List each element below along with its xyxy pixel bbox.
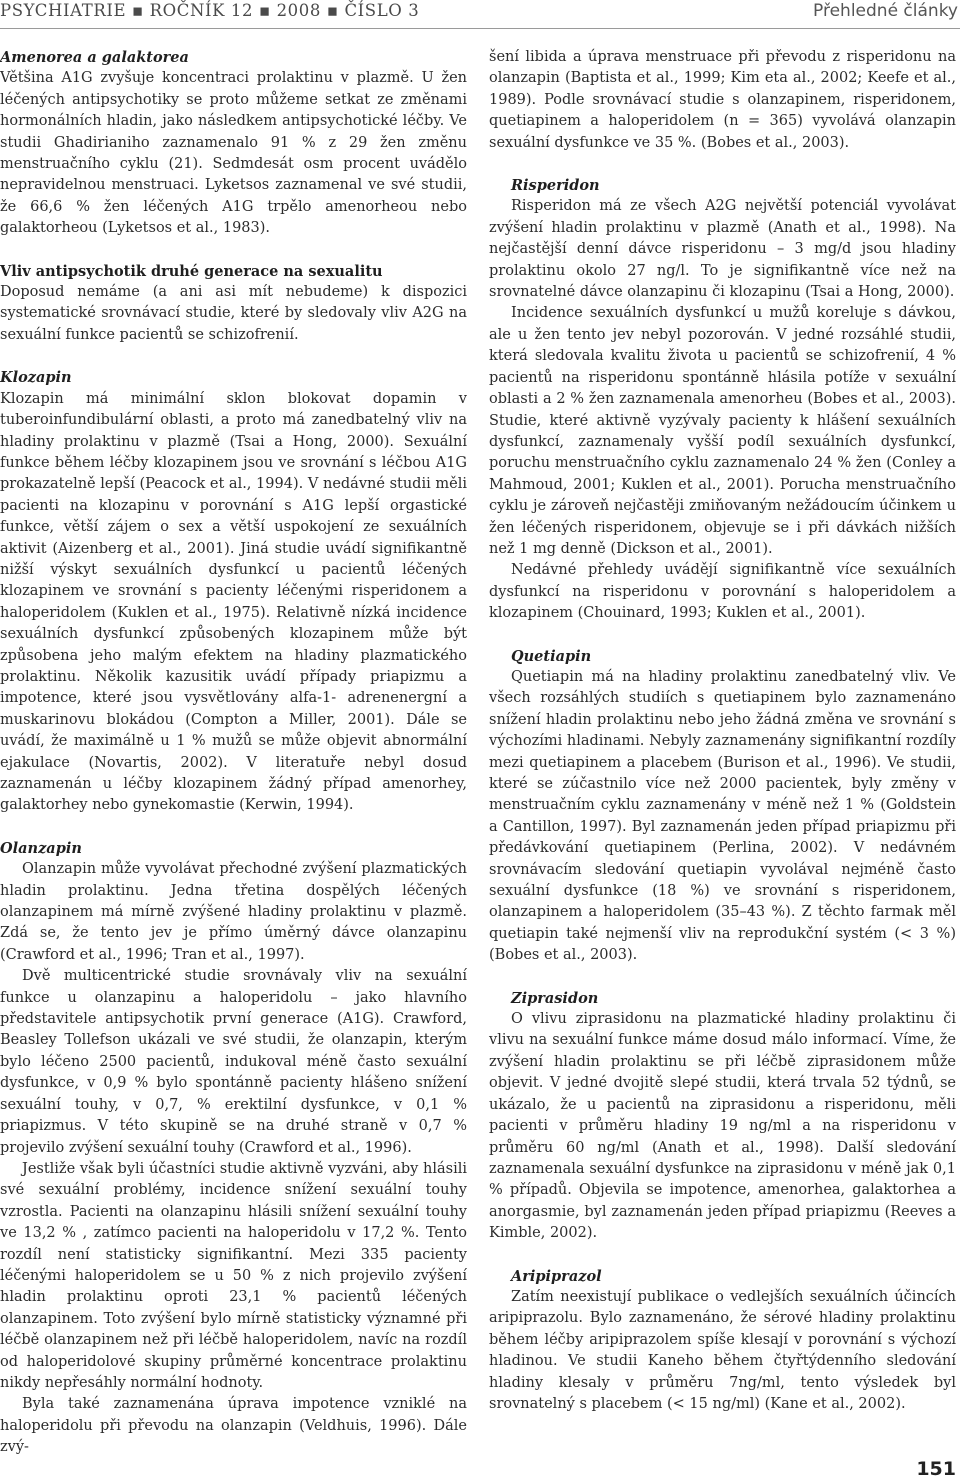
paragraph-olanzapin-4: Byla také zaznamenána úprava impotence vzniklé na haloperidolu při převodu na olanzapin (Veldhuis, 1996). Dále zvý- bbox=[0, 1396, 467, 1456]
paragraph-olanzapin-2: Dvě multicentrické studie srovnávaly vliv na sexuální funkce u olanzapinu a haloperidolu – jako hlavního představitele antipsychotik první generace (A1G). Crawford, Beasley Tollefson ukázali ve své studii, že olanzapin, kterým bylo léčeno 2500 pacientů, indukoval méně často sexuální dysfunkce, v 0,9 % bylo spontánně pacienty hlášeno snížení sexuální touhy, v 0,7, % erektilní dysfunkce, v 0,1 % priapizmus. V této skupině se na druhé straně v 0,7 % projevilo zvýšení sexuální touhy (Crawford et al., 1996). bbox=[0, 968, 467, 1156]
heading-risperidon: Risperidon bbox=[511, 177, 600, 195]
heading-quetiapin: Quetiapin bbox=[511, 647, 592, 665]
page-number: 151 bbox=[916, 1458, 956, 1480]
paragraph-olanzapin-3: Jestliže však byli účastníci studie aktivně vyzváni, aby hlásili své sexuální problémy, incidence snížení sexuální touhy vzrostla. Pacienti na olanzapinu hlásili snížení sexuální touhy ve 13,2 % , zatímco pacienti na haloperidolu v 17,2 %. Tento rozdíl není statisticky signifikantní. Mezi 335 pacienty léčenými haloperidolem se u 50 % z nich projevilo zvýšení hladin prolaktinu oproti 23,1 % pacientů léčených olanzapinem. Toto zvýšení bylo mírně statisticky významné při léčbě olanzapinem než při léčbě haloperidolem, navíc na rozdíl od haloperidolové skupiny průměrné koncentrace prolaktinu nikdy nepřesáhly normální hodnoty. bbox=[0, 1160, 467, 1391]
heading-aripiprazol: Aripiprazol bbox=[511, 1267, 602, 1285]
paragraph-olanzapin-1: Olanzapin může vyvolávat přechodné zvýšení plazmatických hladin prolaktinu. Jedna třetina dospělých léčených olanzapinem má mírně zvýšené hladiny prolaktinu v plazmě. Zdá se, že tento jev je přímo úměrný dávce olanzapinu (Crawford et al., 1996; Tran et al., 1997). bbox=[0, 861, 467, 963]
paragraph-risperidon-3: Nedávné přehledy uvádějí signifikantně více sexuálních dysfunkcí na risperidonu v porovnání s haloperidolem a klozapinem (Chouinard, 1993; Kuklen et al., 2001). bbox=[489, 562, 956, 622]
paragraph-amenorea: Většina A1G zvyšuje koncentraci prolaktinu v plazmě. U žen léčených antipsychotiky se proto můžeme setkat ze změnami hormonálních hladin, jako následkem antipsychotické léčby. Ve studii Ghadirianiho zaznamenalo 91 % z 29 žen změnu menstruačního cyklu (21). Sedmdesát osm procent uvádělo nepravidelnou menstruaci. Lyketsos zaznamenal ve své studii, že 66,6 % žen léčených A1G trpělo amenorheou nebo galaktorheou (Lyketsos et al., 1983). bbox=[0, 70, 467, 237]
heading-olanzapin: Olanzapin bbox=[0, 839, 82, 857]
page-header bbox=[0, 0, 960, 29]
right-column bbox=[489, 47, 956, 1415]
heading-ziprasidon: Ziprasidon bbox=[511, 989, 599, 1007]
heading-klozapin: Klozapin bbox=[0, 369, 72, 387]
paragraph-quetiapin: Quetiapin má na hladiny prolaktinu zanedbatelný vliv. Ve všech rozsáhlých studiích s quetiapinem bylo zaznamenáno snížení hladin prolaktinu nebo jeho žádná změna ve srovnání s výchozími hladinami. Nebyly zaznamenány signifikantní rozdíly mezi quetiapinem a placebem (Burison et al., 1996). Ve studii, které se zúčastnilo více než 2000 pacientek, byly změny v menstruačním cyklu zaznamenány v méně než 1 % (Goldstein a Cantillon, 1997). Byl zaznamenán jeden případ priapizmu při předávkování quetiapinem (Perlina, 2002). V nedávném srovnávacím sledování quetiapin vyvolával nejméně často sexuální dysfunkce (18 %) ve srovnání s risperidonem, olanzapinem a haloperidolem (35–43 %). Z těchto farmak měl quetiapin také nejmenší vliv na reprodukční systém (< 3 %) (Bobes et al., 2003). bbox=[489, 668, 956, 964]
paragraph-risperidon-1: Risperidon má ze všech A2G největší potenciál vyvolávat zvýšení hladin prolaktinu v plazmě (Anath et al., 1998). Na nejčastější denní dávce risperidonu – 3 mg/d jsou hladiny prolaktinu okolo 27 ng/l. To je signifikantně více než na srovnatelné dávce olanzapinu či klozapinu (Tsai a Hong, 2000). bbox=[489, 198, 956, 301]
paragraph-ziprasidon: O vlivu ziprasidonu na plazmatické hladiny prolaktinu či vlivu na sexuální funkce máme dosud málo informací. Víme, že zvýšení hladin prolaktinu se při léčbě ziprasidonem může objevit. V jedné dvojitě slepé studii, která trvala 52 týdnů, se ukázalo, že u pacientů na ziprasidonu a risperidonu, měli pacienti v průměru hladiny 19 ng/ml a na risperidonu v průměru 60 ng/ml (Anath et al., 1998). Další sledování zaznamenala sexuální dysfunkce na ziprasidonu v méně jak 0,1 % případů. Objevila se impotence, amenorhea, galaktorhea a anorgasmie, byl zaznamenán jeden případ priapizmu (Reeves a Kimble, 2002). bbox=[489, 1011, 956, 1242]
section-title: Přehledné články bbox=[813, 1, 958, 21]
heading-vliv-antipsychotik: Vliv antipsychotik druhé generace na sexualitu bbox=[0, 262, 383, 280]
paragraph-klozapin: Klozapin má minimální sklon blokovat dopamin v tuberoinfundibulární oblasti, a proto má zanedbatelný vliv na hladiny prolaktinu v plazmě (Tsai a Hong, 2000). Sexuální funkce během léčby klozapinem jsou ve srovnání s léčbou A1G prokazatelně lepší (Peacock et al., 1994). V nedávné studii měli pacienti na klozapinu v porovnání s A1G lepší orgastické funkce, větší zájem o sex a větší uspokojení ze sexuálních aktivit (Aizenberg et al., 2001). Jiná studie uvádí signifikantně nižší výskyt sexuálních dysfunkcí u pacientů léčených klozapinem ve srovnání s pacienty léčenými risperidonem a haloperidolem (Kuklen et al., 1975). Relativně nízká incidence sexuálních dysfunkcí způsobených klozapinem může být způsobena jeho malým efektem na hladiny plazmatického prolaktinu. Několik kazusitik uvádí případy priapizmu a impotence, které jsou vysvětlovány alfa-1- adrenenergní a muskarinovu blokádou (Compton a Miller, 2001). Dále se uvádí, že maximálně u 1 % mužů se může objevit abnormální ejakulace (Novartis, 2002). V literatuře nebyl dosud zaznamenán u léčby klozapinem žádný případ amenorhey, galaktorhey nebo gynekomastie (Kerwin, 1994). bbox=[0, 390, 467, 814]
left-column bbox=[0, 47, 467, 1459]
paragraph-aripiprazol: Zatím neexistují publikace o vedlejších sexuálních účincích aripiprazolu. Bylo zaznamenáno, že sérové hladiny prolaktinu během léčby aripiprazolem spíše klesají v porovnání s výchozí hladinou. Ve studii Kaneho během čtyřtýdenního sledování hladiny klesaly v průměru 7ng/ml, tento výsledek byl srovnatelný s placebem (< 15 ng/ml) (Kane et al., 2002). bbox=[489, 1288, 956, 1412]
paragraph-continuation: šení libida a úprava menstruace při převodu z risperidonu na olanzapin (Baptista et al., 1999; Kim eta al., 2002; Keefe et al., 1989). Podle srovnávací studie s olanzapinem, risperidonem, quetiapinem a haloperidolem (n = 365) vyvolává olanzapin sexuální dysfunkce ve 35 %. (Bobes et al., 2003). bbox=[489, 49, 956, 151]
journal-title: PSYCHIATRIE ▪ ROČNÍK 12 ▪ 2008 ▪ ČÍSLO 3 bbox=[0, 1, 420, 20]
paragraph-vliv: Doposud nemáme (a ani asi mít nebudeme) k dispozici systematické srovnávací studie, které by sledovaly vliv A2G na sexuální funkce pacientů se schizofrenií. bbox=[0, 284, 467, 343]
paragraph-risperidon-2: Incidence sexuálních dysfunkcí u mužů koreluje s dávkou, ale u žen tento jev nebyl pozorován. V jedné rozsáhlé studii, která sledovala kvalitu života u pacientů se schizofrenií, 4 % pacientů na risperidonu spontánně hlásila potíže v sexuální oblasti a 2 % žen zaznamenala amenorheu (Bobes et al., 2003). Studie, které aktivně vyzývaly pacienty k hlášení sexuálních dysfunkcí, zaznamenaly vyšší podíl sexuálních dysfunkcí, poruchu menstruačního cyklu zaznamenalo 24 % žen (Conley a Mahmoud, 2001; Kuklen et al., 2001). Porucha menstruačního cyklu je zároveň nejčastěji zmiňovaným nežádoucím účinkem u žen léčených risperidonem, objevuje se i při dávkách nižších než 1 mg denně (Dickson et al., 2001). bbox=[489, 305, 956, 557]
heading-amenorea: Amenorea a galaktorea bbox=[0, 49, 189, 66]
